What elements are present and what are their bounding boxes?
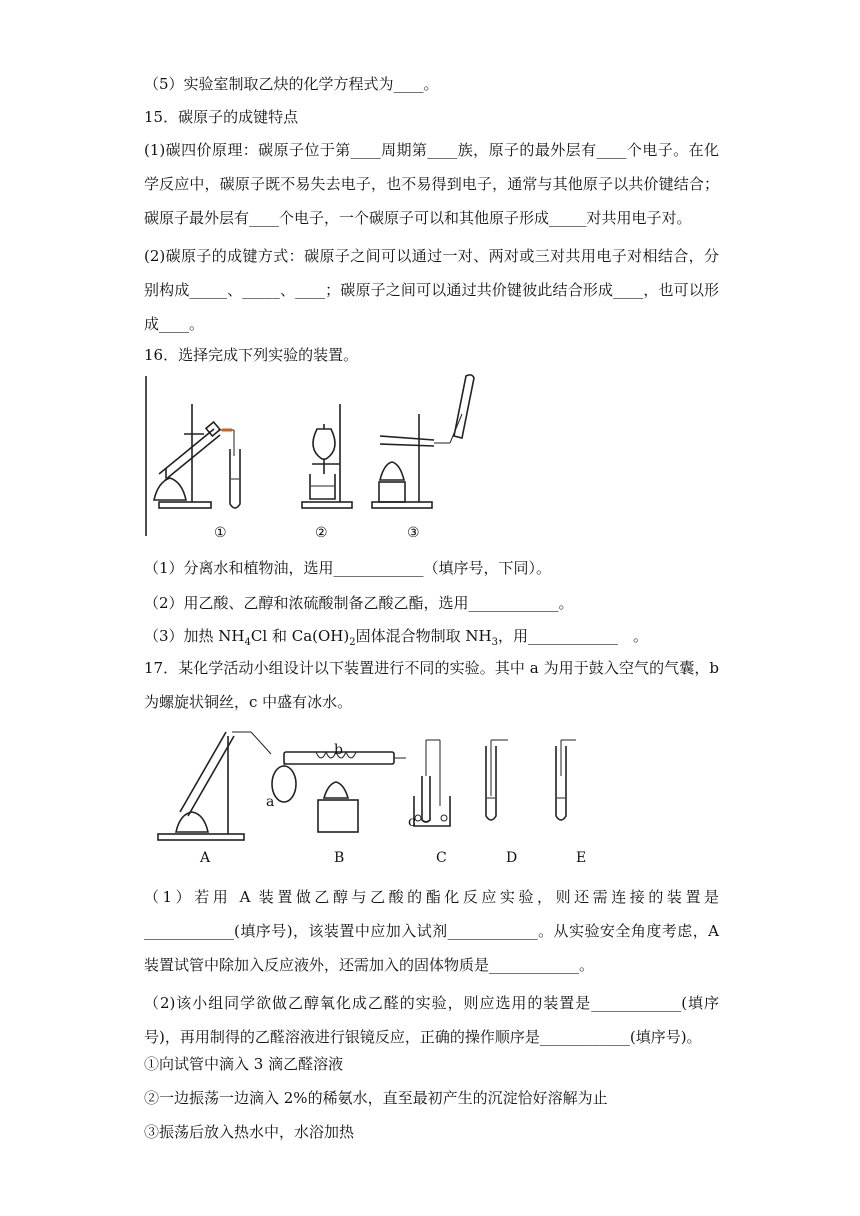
q17-step3: ③振荡后放入热水中，水浴加热 (144, 1123, 355, 1141)
q17-label-b: B (334, 850, 345, 866)
q17-part2: （2)该小组同学欲做乙醇氧化成乙醛的实验，则应选用的装置是____________(填序号)，再用制得的乙醛溶液进行银镜反应，正确的操作顺序是____________(填序号)。 (144, 994, 719, 1046)
apparatus-d-diagram (486, 740, 508, 820)
apparatus-c-diagram (414, 740, 450, 826)
q17-part1: （1）若用 A 装置做乙醇与乙酸的酯化反应实验，则还需连接的装置是____________(填序号)，该装置中应加入试剂____________。从实验安全角度考虑，A 装置试管中除加入反应液外，还需加入的固体物质是____________。 (144, 888, 719, 974)
apparatus-a-diagram (158, 732, 271, 840)
q17-label-a: A (200, 850, 211, 866)
q17-step2: ②一边振荡一边滴入 2%的稀氨水，直至最初产生的沉淀恰好溶解为止 (144, 1089, 608, 1107)
q16-title: 16．选择完成下列实验的装置。 (144, 346, 359, 364)
q16-label-3: ③ (407, 525, 420, 541)
q15-title: 15．碳原子的成键特点 (144, 108, 299, 126)
q17-mark-b: b (334, 742, 343, 758)
q16-apparatus-figure (144, 374, 474, 544)
q17-mark-a: a (266, 794, 275, 810)
q16-label-2: ② (315, 525, 328, 541)
q17-label-e: E (576, 850, 587, 866)
q17-apparatus-figure (156, 726, 596, 846)
q17-mark-c: c (408, 814, 416, 830)
apparatus-2-diagram (302, 404, 352, 508)
q14-part5: （5）实验室制取乙炔的化学方程式为____。 (144, 75, 439, 93)
q16-sub1: （1）分离水和植物油，选用____________（填序号，下同）。 (144, 559, 552, 577)
q16-sub2: （2）用乙酸、乙醇和浓硫酸制备乙酸乙酯，选用____________。 (144, 594, 574, 612)
q17-label-c: C (436, 850, 447, 866)
q16-label-1: ① (214, 525, 227, 541)
q16-sub3: （3）加热 $NH_4Cl$ 和 $Ca(OH)_2$固体混合物制取 $NH_3$，用____________ 。 (144, 627, 648, 648)
apparatus-3-diagram (372, 375, 474, 508)
q17-label-d: D (506, 850, 518, 866)
q15-part1: (1)碳四价原理：碳原子位于第____周期第____族，原子的最外层有____个电子。在化学反应中，碳原子既不易失去电子，也不易得到电子，通常与其他原子以共价键结合；碳原子最外层有____个电子，一个碳原子可以和其他原子形成_____对共用电子对。 (144, 141, 719, 227)
q15-part2: (2)碳原子的成键方式：碳原子之间可以通过一对、两对或三对共用电子对相结合，分别构成_____、_____、____；碳原子之间可以通过共价键彼此结合形成____，也可以形成____。 (144, 247, 719, 333)
apparatus-1-diagram (154, 404, 240, 508)
apparatus-e-diagram (556, 740, 576, 820)
q17-title: 17．某化学活动小组设计以下装置进行不同的实验。其中 a 为用于鼓入空气的气囊，b 为螺旋状铜丝，c 中盛有冰水。 (144, 659, 719, 711)
apparatus-b-diagram (272, 752, 406, 832)
q17-step1: ①向试管中滴入 3 滴乙醛溶液 (144, 1055, 344, 1073)
